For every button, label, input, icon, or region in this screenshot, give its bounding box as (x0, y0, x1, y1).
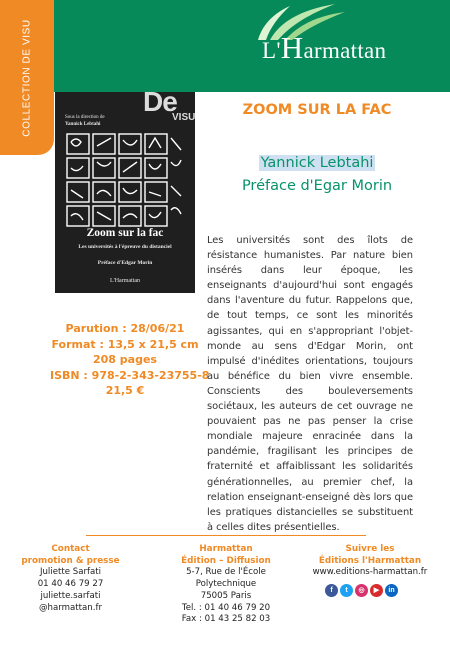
cover-director: Yannick Lebtahi (65, 122, 101, 127)
author-name (212, 155, 422, 171)
cover-direction (65, 114, 105, 128)
contact-phone[interactable]: 01 40 46 79 27 (37, 579, 104, 590)
facebook-icon[interactable]: f (325, 584, 338, 597)
cover-preface: Préface d'Edgar Morin (97, 260, 153, 266)
cover-direction-line: Sous la direction de (65, 115, 105, 120)
diffusion-tel[interactable]: Tel. : 01 40 46 79 20 (181, 602, 271, 613)
book-cover (55, 92, 195, 293)
address-line-1: 5-7, Rue de l'École (186, 567, 266, 578)
website-link[interactable]: www.editions-harmattan.fr (312, 567, 428, 578)
follow-heading-1: Suivre les (345, 544, 395, 554)
book-metadata (50, 321, 210, 399)
book-format: Format : 13,5 x 21,5 cm (51, 337, 199, 351)
collection-tab (0, 0, 54, 155)
book-summary: Les universités sont des îlots de résistance humanistes. Par nature bien insérés dans leur époque, les enseignants d'aujourd'hui sont engagés dans l'aventure du futur. Rappelons que, de tout temps, ce sont les minorités agissantes, qui en s'appropriant l'objet-monde au sens d'Edgar Morin, ont impulsé d'inédites orientations, toujours au bénéfice du bien vivre ensemble. Conscients des bouleversements sociétaux, les auteurs de cet ouvrage ne pouvaient pas ne pas penser la crise mondiale majeure enracinée dans la pandémie, fragilisant les principes de fraternité et affaiblissant les solidarités générationnelles, au premier chef, la relation enseignant-enseigné dès lors que les pratiques distancielles se substituent à celles dites présentielles. (207, 235, 413, 533)
cover-title: Zoom sur la fac (86, 227, 164, 239)
logo-prefix: L' (262, 38, 281, 63)
diffusion-column (163, 544, 289, 626)
contact-column (18, 544, 123, 614)
contact-email-1[interactable]: juliette.sarfati (40, 590, 101, 601)
diffusion-heading-1: Harmattan (199, 544, 253, 554)
instagram-icon[interactable]: ◎ (355, 584, 368, 597)
author-highlight: Yannick Lebtahi (260, 155, 374, 171)
cover-series-visu: VISU (172, 112, 195, 123)
cover-subtitle: Les universités à l'épreuve du distanciel (78, 244, 172, 250)
page-count: 208 pages (93, 353, 157, 366)
price: 21,5 € (105, 384, 145, 397)
contact-email-2[interactable]: @harmattan.fr (38, 602, 103, 613)
logo-letter: H (280, 30, 304, 65)
book-title: ZOOM SUR LA FAC (242, 102, 392, 118)
diffusion-heading-2: Édition – Diffusion (181, 555, 271, 566)
linkedin-icon[interactable]: in (385, 584, 398, 597)
social-icons (325, 584, 398, 598)
follow-column (305, 544, 435, 579)
cover-publisher-logo: L'Harmattan (109, 278, 141, 284)
publisher-logo[interactable] (262, 30, 386, 66)
contact-heading-2: promotion & presse (21, 555, 120, 566)
follow-heading-2: Éditions l'Harmattan (318, 555, 422, 566)
footer-divider (86, 535, 366, 536)
address-line-3: 75005 Paris (200, 590, 252, 601)
parution-date: Parution : 28/06/21 (65, 322, 185, 335)
header-banner (0, 0, 450, 92)
logo-rest: armattan (303, 38, 387, 63)
preface-line: Préface d'Egar Morin (241, 178, 393, 194)
diffusion-fax: Fax : 01 43 25 82 03 (181, 614, 271, 625)
isbn: ISBN : 978-2-343-23755-8 (50, 368, 210, 382)
contact-heading-1: Contact (51, 544, 90, 554)
youtube-icon[interactable]: ▶ (370, 584, 383, 597)
cover-illustration (65, 132, 185, 232)
contact-name: Juliette Sarfati (39, 567, 102, 578)
twitter-icon[interactable]: t (340, 584, 353, 597)
cover-series-de: De (143, 92, 177, 117)
collection-label: COLLECTION DE VISU (21, 19, 33, 137)
address-line-2: Polytechnique (195, 579, 257, 590)
